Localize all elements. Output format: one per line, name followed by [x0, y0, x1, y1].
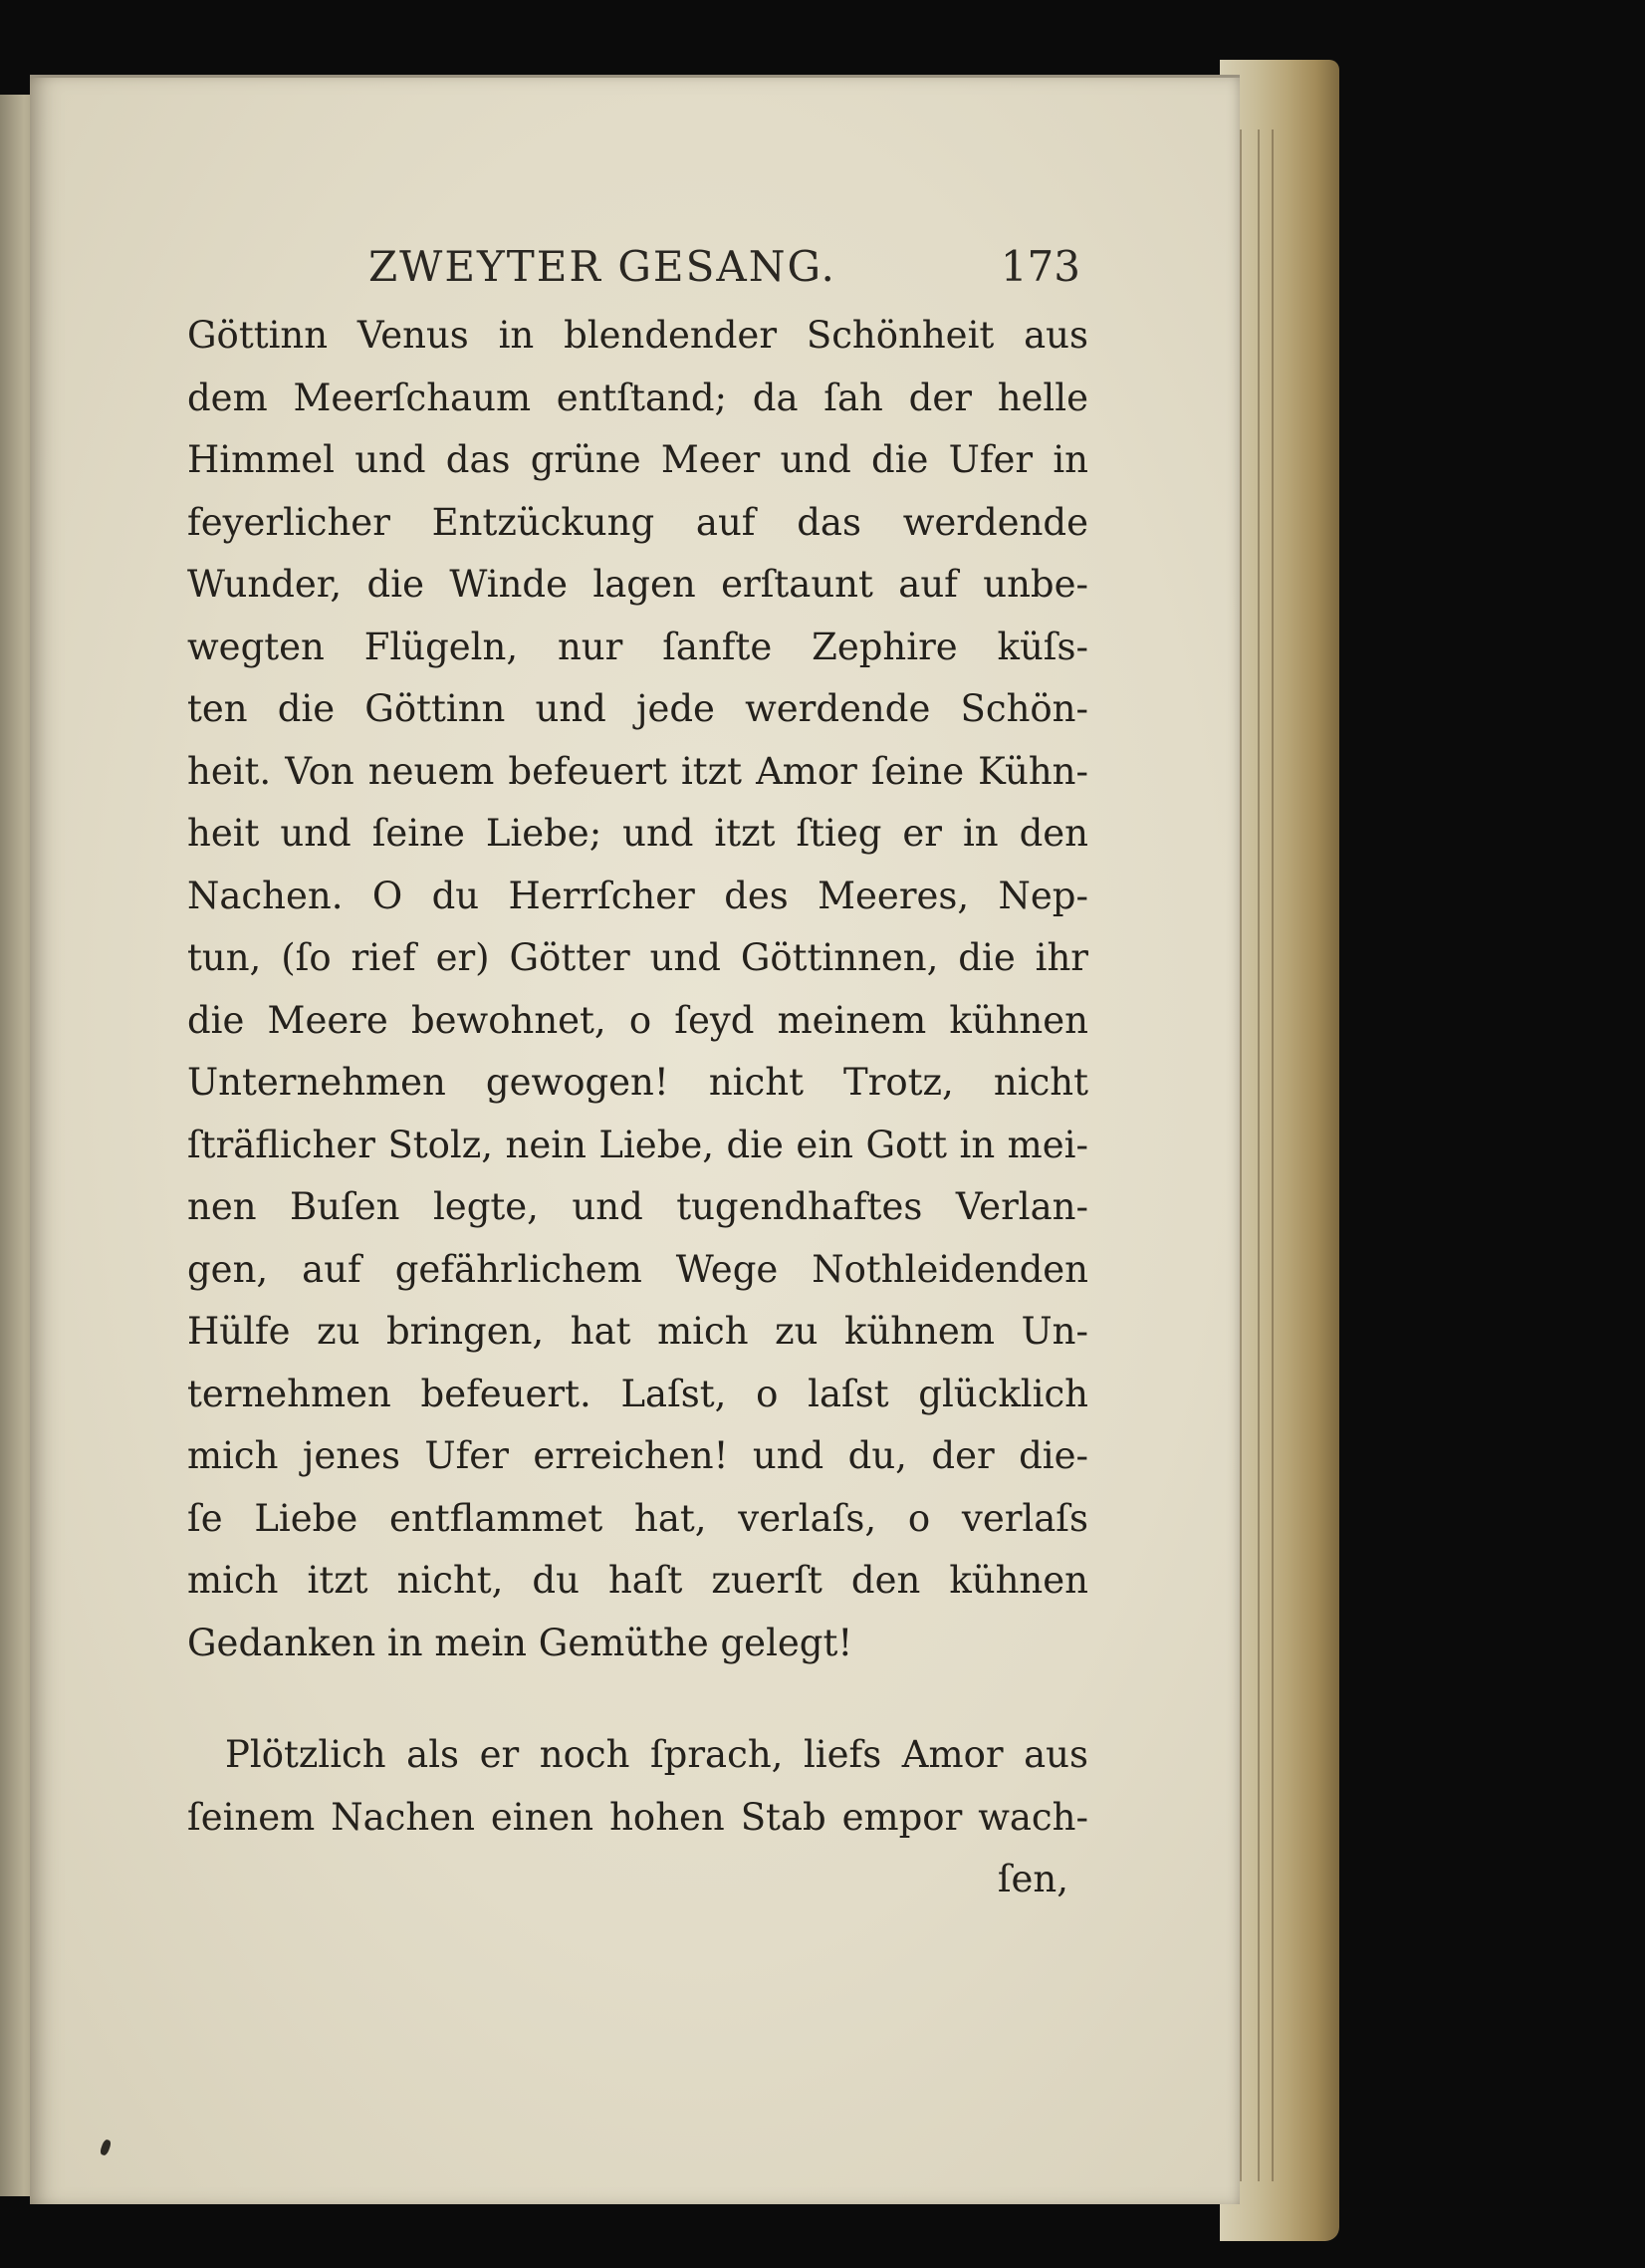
text-line: ſeinem Nachen einen hohen Stab empor wach- — [187, 1795, 1088, 1839]
text-line: ternehmen befeuert. Laſst, o laſst glücklich — [187, 1372, 1088, 1415]
text-line: Plötzlich als er noch ſprach, liefs Amor aus — [225, 1733, 1088, 1776]
text-line: Göttinn Venus in blendender Schönheit aus — [187, 314, 1088, 357]
ink-mark — [100, 2139, 113, 2156]
text-line: nen Buſen legte, und tugendhaftes Verlan- — [187, 1185, 1088, 1228]
running-head: ZWEYTER GESANG. — [368, 242, 836, 291]
text-line: Unternehmen gewogen! nicht Trotz, nicht — [187, 1061, 1088, 1104]
body-text — [187, 305, 1088, 1911]
text-line: wegten Flügeln, nur ſanfte Zephire küſs- — [187, 625, 1088, 668]
text-line: dem Meerſchaum entſtand; da ſah der helle — [187, 376, 1088, 419]
text-line: Nachen. O du Herrſcher des Meeres, Nep- — [187, 874, 1088, 917]
edge-line — [1240, 129, 1242, 2181]
text-line: Himmel und das grüne Meer und die Ufer in — [187, 438, 1088, 481]
text-line: ſe Liebe entflammet hat, verlaſs, o verlaſs — [187, 1496, 1088, 1540]
text-line: Gedanken in mein Gemüthe gelegt! — [187, 1621, 853, 1664]
paragraph-gap — [187, 1674, 1088, 1724]
text-line: Wunder, die Winde lagen erſtaunt auf unbe- — [187, 563, 1088, 606]
edge-line — [1258, 129, 1260, 2181]
text-line: ſträflicher Stolz, nein Liebe, die ein Gott in mei- — [187, 1123, 1088, 1166]
edge-line — [1272, 129, 1274, 2181]
page-number: 173 — [1000, 242, 1080, 291]
text-line: die Meere bewohnet, o ſeyd meinem kühnen — [187, 998, 1088, 1042]
text-line: ten die Göttinn und jede werdende Schön- — [187, 687, 1088, 730]
page-header — [239, 242, 1080, 312]
text-line: heit. Von neuem befeuert itzt Amor ſeine Kühn- — [187, 749, 1088, 793]
text-line: gen, auf gefährlichem Wege Nothleidenden — [187, 1247, 1088, 1291]
book-page — [30, 75, 1240, 2204]
text-line: feyerlicher Entzückung auf das werdende — [187, 500, 1088, 544]
catchword: ſen, — [997, 1858, 1068, 1900]
text-line: mich itzt nicht, du haſt zuerſt den kühnen — [187, 1559, 1088, 1602]
text-line: heit und ſeine Liebe; und itzt ſtieg er in den — [187, 812, 1088, 855]
text-line: Hülfe zu bringen, hat mich zu kühnem Un- — [187, 1310, 1088, 1353]
text-line: mich jenes Ufer erreichen! und du, der die- — [187, 1434, 1088, 1477]
text-line: tun, (ſo rief er) Götter und Göttinnen, die ihr — [187, 936, 1088, 979]
